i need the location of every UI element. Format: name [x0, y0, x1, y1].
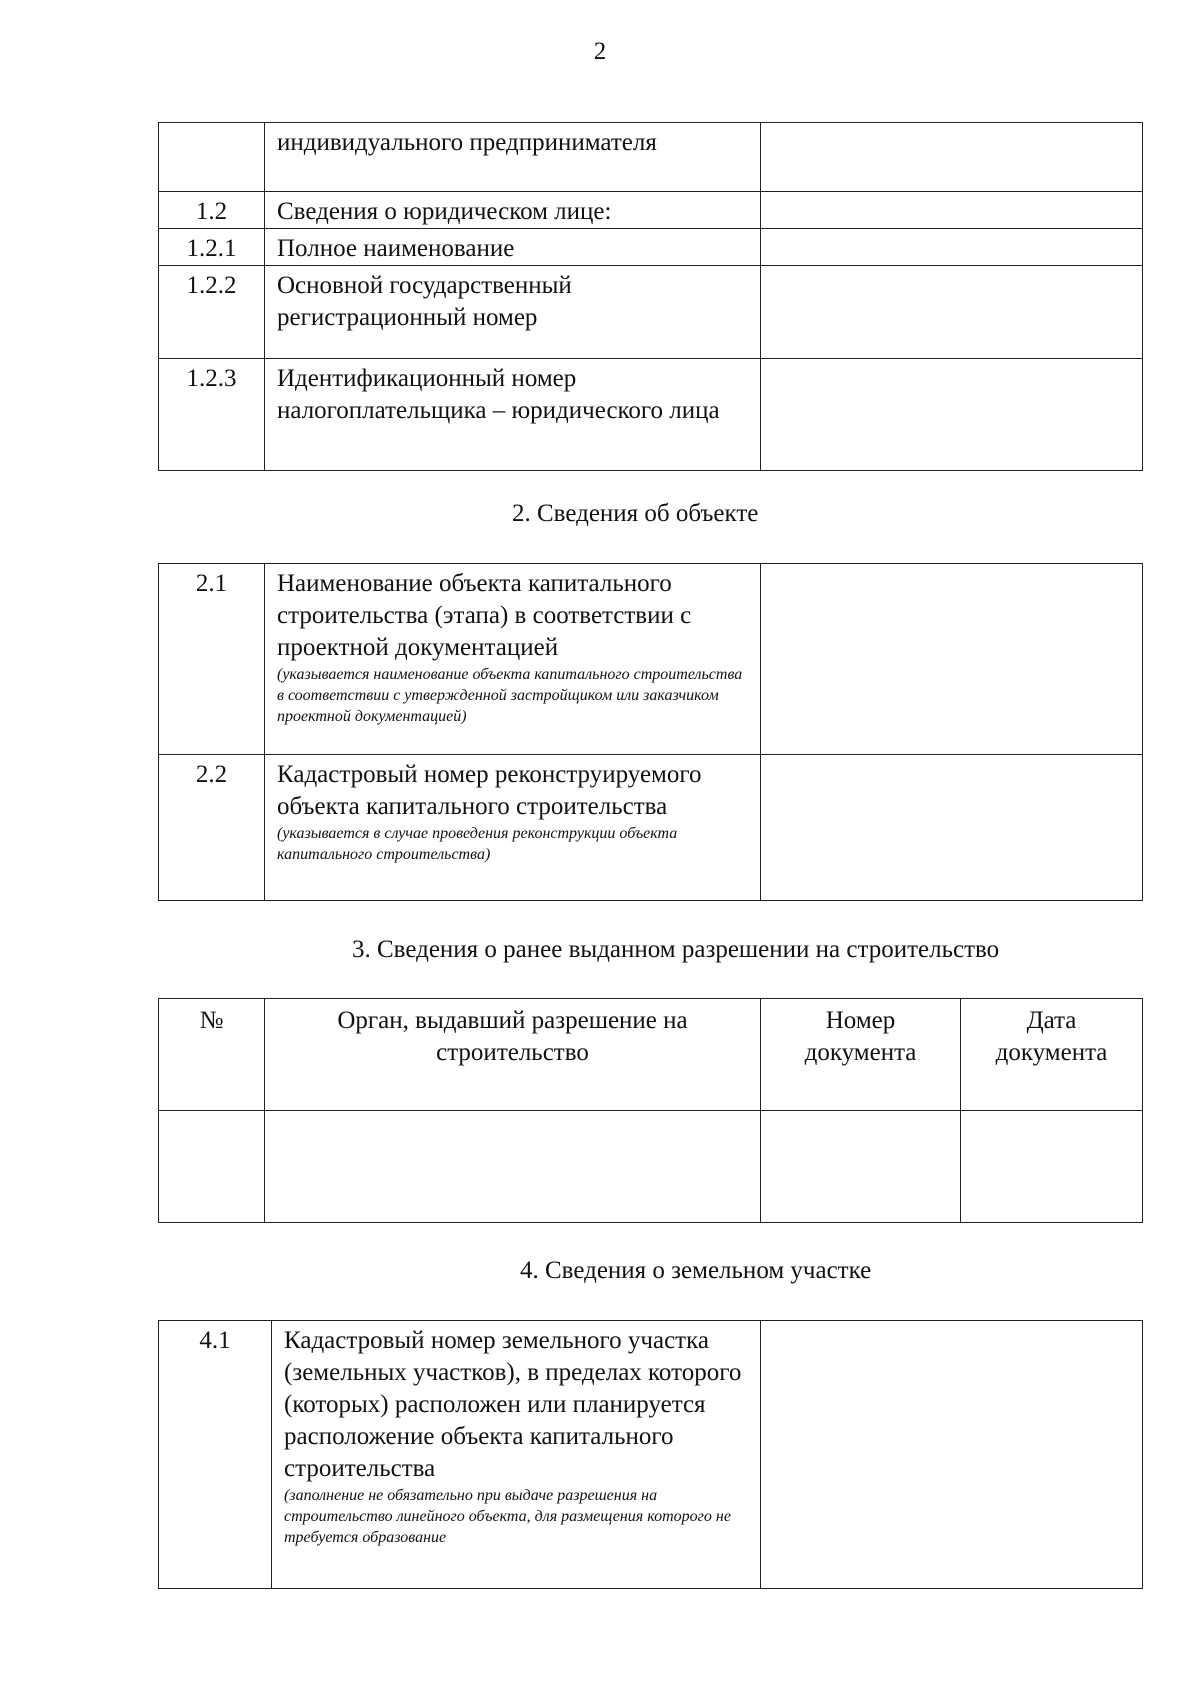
value-cell[interactable]: [761, 266, 1143, 359]
row-number: 2.2: [159, 755, 265, 901]
value-cell[interactable]: [761, 564, 1143, 755]
row-label: Идентификационный номер налогоплательщика – юридического лица: [265, 359, 761, 471]
value-cell[interactable]: [159, 1111, 265, 1223]
table-row: [159, 755, 1143, 901]
value-cell[interactable]: [761, 229, 1143, 266]
table-row: [159, 229, 1143, 266]
row-label: Полное наименование: [265, 229, 761, 266]
table-row: [159, 123, 1143, 192]
row-note: (указывается наименование объекта капитального строительства в соответствии с утвержденной застройщиком или заказчиком проектной документацией): [277, 666, 743, 725]
value-cell[interactable]: [961, 1111, 1143, 1223]
section-4-heading: 4. Сведения о земельном участке: [520, 1257, 872, 1284]
value-cell[interactable]: [761, 123, 1143, 192]
row-note: (указывается в случае проведения реконструкции объекта капитального строительства): [277, 825, 678, 863]
row-label: [272, 1321, 761, 1589]
table-header-row: [159, 999, 1143, 1111]
table-row: [159, 192, 1143, 229]
row-label-text: Кадастровый номер земельного участка (земельных участков), в пределах которого (которых) расположен или планируется расположение объекта капитального строительства: [284, 1327, 742, 1482]
column-header-doc-date: Дата документа: [961, 999, 1143, 1111]
row-note: (заполнение не обязательно при выдаче разрешения на строительство линейного объекта, для размещения которого не требуется образование: [284, 1487, 731, 1546]
row-label-text: Кадастровый номер реконструируемого объекта капитального строительства: [277, 761, 702, 820]
table-row: [159, 266, 1143, 359]
row-number: 1.2.1: [159, 229, 265, 266]
previous-permit-table: [158, 998, 1143, 1223]
table-row: [159, 1111, 1143, 1223]
row-label: Основной государственный регистрационный номер: [265, 266, 761, 359]
column-header-authority: Орган, выдавший разрешение на строительство: [265, 999, 761, 1111]
value-cell[interactable]: [265, 1111, 761, 1223]
value-cell[interactable]: [761, 1321, 1143, 1589]
row-number: 2.1: [159, 564, 265, 755]
row-label: Сведения о юридическом лице:: [265, 192, 761, 229]
value-cell[interactable]: [761, 359, 1143, 471]
row-number: 1.2.2: [159, 266, 265, 359]
table-row: [159, 1321, 1143, 1589]
value-cell[interactable]: [761, 755, 1143, 901]
column-header-number: №: [159, 999, 265, 1111]
row-label-text: Наименование объекта капитального строительства (этапа) в соответствии с проектной документацией: [277, 570, 692, 661]
object-info-table: [158, 563, 1143, 901]
page-number: 2: [593, 38, 607, 65]
table-row: [159, 564, 1143, 755]
row-label: [265, 564, 761, 755]
row-number: 1.2: [159, 192, 265, 229]
value-cell[interactable]: [761, 1111, 961, 1223]
table-row: [159, 359, 1143, 471]
row-number: [159, 123, 265, 192]
row-number: 1.2.3: [159, 359, 265, 471]
row-label: индивидуального предпринимателя: [265, 123, 761, 192]
row-number: 4.1: [159, 1321, 272, 1589]
section-2-heading: 2. Сведения об объекте: [512, 500, 759, 527]
column-header-doc-number: Номер документа: [761, 999, 961, 1111]
section-3-heading: 3. Сведения о ранее выданном разрешении на строительство: [352, 936, 1000, 963]
applicant-info-table: [158, 122, 1143, 471]
value-cell[interactable]: [761, 192, 1143, 229]
land-plot-table: [158, 1320, 1143, 1589]
row-label: [265, 755, 761, 901]
